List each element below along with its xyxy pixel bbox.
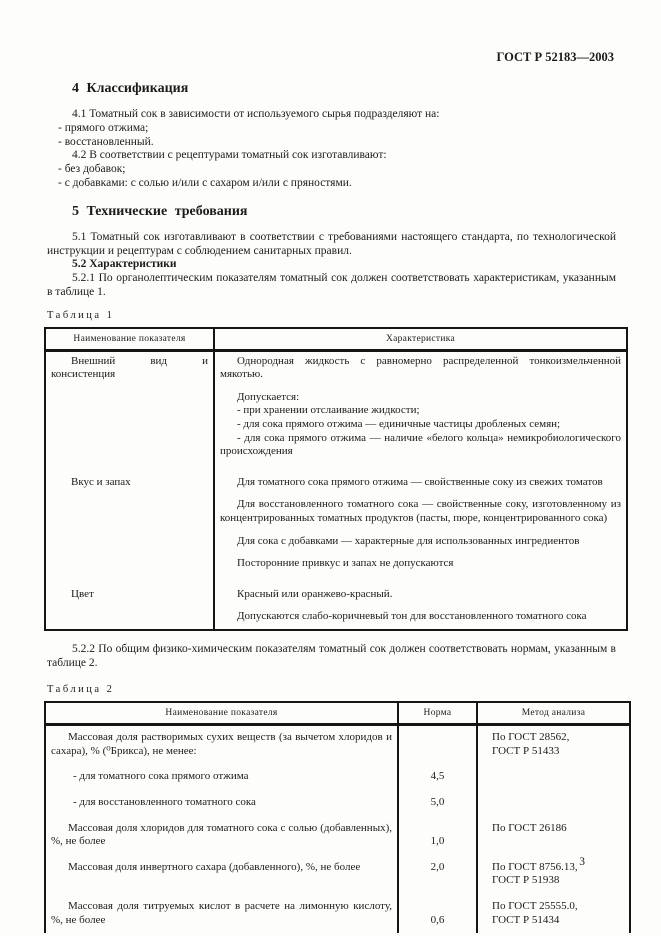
indicator-cell — [45, 855, 398, 894]
method-cell — [477, 764, 630, 790]
method-line: По ГОСТ 26186 — [492, 821, 567, 834]
paragraph-5-2-1: 5.2.1 По органолептическим показателям томатный сок должен соответствовать характеристикам, указанным в таблице 1. — [47, 272, 616, 298]
cell-paragraph: Допускаются слабо-коричневый тон для восстановленного томатного сока — [237, 610, 587, 623]
cell-paragraph: Для восстановленного томатного сока — свойственные соку, изготовленному из концентрированных томатных продуктов (пасты, пюре, концентрированного сока) — [220, 498, 621, 524]
table-row — [45, 790, 630, 816]
page-number: 3 — [579, 856, 585, 868]
cell-paragraph: Красный или оранжево-красный. — [237, 587, 393, 600]
table-1-label: Таблица 1 — [47, 309, 115, 321]
table-row — [45, 464, 627, 576]
doc-code: ГОСТ Р 52183—2003 — [496, 50, 614, 64]
characteristic-cell — [214, 350, 627, 464]
indicator-name: Вкус и запах — [71, 475, 131, 488]
norm-value: 2,0 — [430, 860, 445, 873]
method-cell — [477, 894, 630, 933]
table-row — [45, 576, 627, 630]
method-line: ГОСТ Р 51938 — [492, 874, 560, 887]
norm-value: 4,5 — [430, 770, 445, 783]
cell-paragraph: - при хранении отслаивание жидкости; — [237, 404, 420, 417]
method-line: По ГОСТ 25555.0, — [492, 900, 578, 913]
indicator-cell — [45, 816, 398, 855]
method-cell — [477, 725, 630, 765]
table-2-header-name: Наименование показателя — [45, 702, 398, 725]
norm-cell — [398, 894, 477, 933]
cell-paragraph: Допускается: — [237, 390, 300, 403]
section-5-title: 5 Технические требования — [72, 203, 248, 219]
table-row — [45, 894, 630, 933]
indicator-name: Цвет — [71, 587, 94, 600]
indicator-cell — [45, 350, 214, 464]
method-cell — [477, 855, 630, 894]
doc-header — [47, 50, 614, 65]
method-line: По ГОСТ 8756.13, — [492, 860, 578, 873]
indicator-cell — [45, 725, 398, 765]
cell-paragraph: Для томатного сока прямого отжима — свойственные соку из свежих томатов — [237, 475, 603, 488]
list-item: - с добавками: с солью и/или с сахаром и/или с пряностями. — [58, 176, 352, 189]
norm-cell — [398, 855, 477, 894]
paragraph-4-2: 4.2 В соответствии с рецептурами томатный сок изготавливают: — [72, 149, 387, 162]
section-4-title: 4 Классификация — [72, 81, 189, 96]
table-2-label: Таблица 2 — [47, 684, 115, 696]
table-1-header-name: Наименование показателя — [45, 328, 214, 351]
norm-cell — [398, 725, 477, 765]
paragraph-5-2-2: 5.2.2 По общим физико-химическим показателям томатный сок должен соответствовать нормам, указанным в таблице 2. — [47, 642, 616, 669]
characteristic-cell — [214, 576, 627, 630]
indicator-name: - для восстановленного томатного сока — [73, 796, 256, 809]
table-row — [45, 816, 630, 855]
indicator-name: Массовая доля хлоридов для томатного сока с солью (добавленных), %, не более — [51, 821, 392, 848]
table-2 — [44, 701, 631, 933]
norm-cell — [398, 790, 477, 816]
cell-paragraph: - для сока прямого отжима — наличие «белого кольца» немикробиологического происхождения — [220, 431, 621, 458]
norm-value: 5,0 — [430, 796, 445, 809]
norm-cell — [398, 816, 477, 855]
table-row — [45, 764, 630, 790]
indicator-name: Массовая доля инвертного сахара (добавленного), %, не более — [68, 860, 361, 873]
norm-value: 1,0 — [430, 835, 445, 848]
cell-paragraph: Однородная жидкость с равномерно распределенной тонкоизмельченной мякотью. — [220, 354, 621, 381]
table-1-header-row — [45, 328, 627, 351]
table-1-header-characteristic: Характеристика — [214, 328, 627, 351]
method-line: По ГОСТ 28562, — [492, 731, 570, 744]
table-2-header-row — [45, 702, 630, 725]
cell-paragraph: Для сока с добавками — характерные для использованных ингредиентов — [237, 534, 580, 547]
characteristic-cell — [214, 464, 627, 576]
cell-paragraph: Посторонние привкус и запах не допускаются — [237, 557, 454, 570]
table-1 — [44, 327, 628, 631]
table-2-header-norm: Норма — [398, 702, 477, 725]
list-item: - восстановленный. — [58, 135, 154, 148]
table-2-header-method: Метод анализа — [477, 702, 630, 725]
indicator-name: Массовая доля растворимых сухих веществ (за вычетом хлоридов и сахара), % (⁰Брикса), не менее: — [51, 731, 392, 757]
method-cell — [477, 790, 630, 816]
norm-value: 0,6 — [430, 913, 445, 926]
indicator-cell — [45, 764, 398, 790]
method-cell — [477, 816, 630, 855]
indicator-name: - для томатного сока прямого отжима — [73, 770, 249, 783]
indicator-cell — [45, 790, 398, 816]
table-row — [45, 350, 627, 464]
list-item: - прямого отжима; — [58, 121, 149, 134]
indicator-name: Массовая доля титруемых кислот в расчете на лимонную кислоту, %, не более — [51, 900, 392, 926]
indicator-cell — [45, 464, 214, 576]
list-item: - без добавок; — [58, 163, 126, 176]
paragraph-5-2: 5.2 Характеристики — [72, 258, 177, 271]
norm-cell — [398, 764, 477, 790]
method-line: ГОСТ Р 51433 — [492, 744, 560, 757]
cell-paragraph: - для сока прямого отжима — единичные частицы дробленых семян; — [237, 417, 561, 430]
indicator-cell — [45, 576, 214, 630]
indicator-cell — [45, 894, 398, 933]
method-line: ГОСТ Р 51434 — [492, 913, 560, 926]
paragraph-4-1: 4.1 Томатный сок в зависимости от используемого сырья подразделяют на: — [72, 108, 440, 120]
table-row — [45, 725, 630, 765]
paragraph-5-1: 5.1 Томатный сок изготавливают в соответствии с требованиями настоящего стандарта, по технологической инструкции и рецептурам с соблюдением санитарных правил. — [47, 230, 616, 257]
indicator-name: Внешний вид и консистенция — [51, 354, 208, 381]
table-row — [45, 855, 630, 894]
